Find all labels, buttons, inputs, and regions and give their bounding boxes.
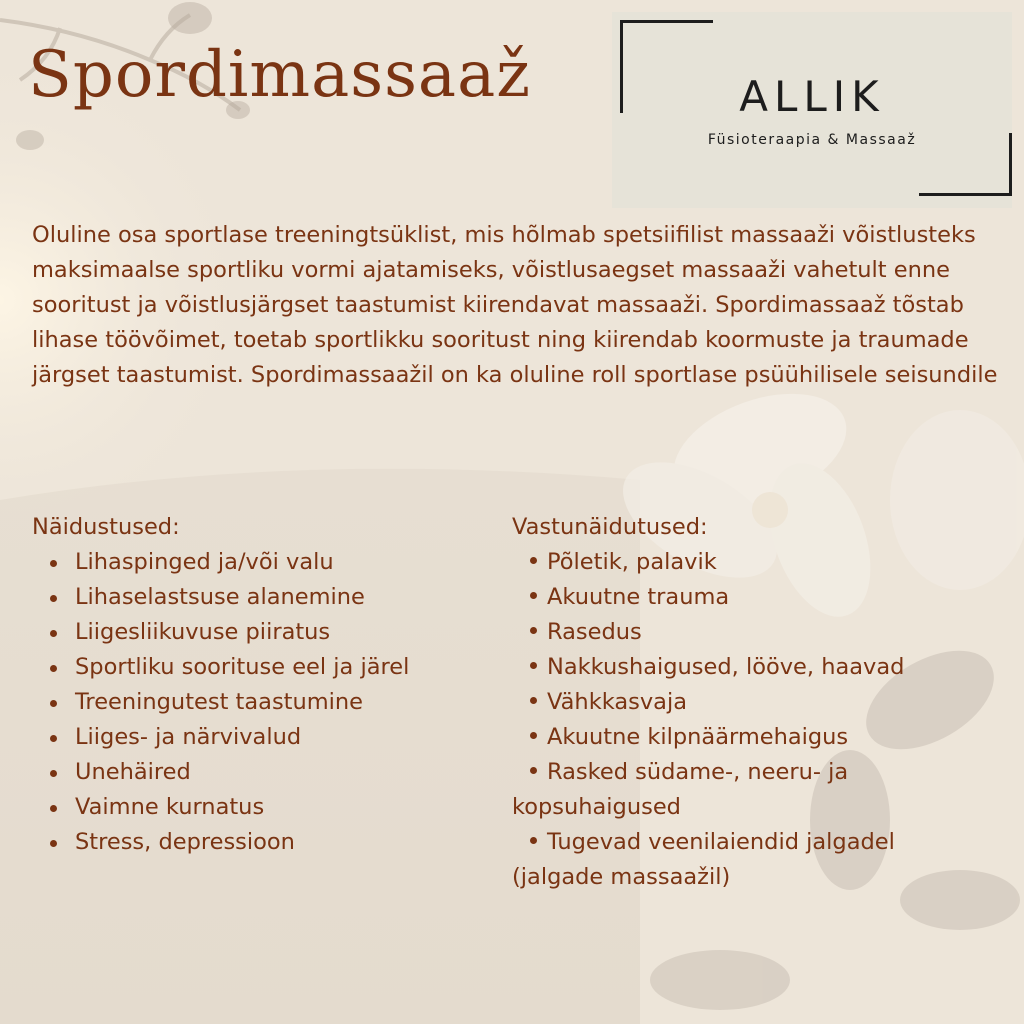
contraindications-list	[512, 545, 992, 895]
list-item: Liiges- ja närvivalud	[32, 720, 512, 755]
list-item-text: Akuutne kilpnäärmehaigus	[547, 724, 849, 750]
list-item	[512, 825, 992, 895]
bullet-icon	[530, 732, 537, 739]
list-item-text: Rasked südame-, neeru- ja kopsuhaigused	[512, 759, 849, 820]
list-item-text: Tugevad veenilaiendid jalgadel (jalgade massaažil)	[512, 829, 895, 890]
bullet-icon	[530, 557, 537, 564]
logo-brand-name: ALLIK	[739, 72, 885, 121]
bullet-icon	[530, 837, 537, 844]
bullet-icon	[530, 767, 537, 774]
bullet-icon	[530, 697, 537, 704]
list-item	[512, 685, 992, 720]
list-item: Stress, depressioon	[32, 825, 512, 860]
indications-section	[32, 510, 512, 860]
list-item-text: Akuutne trauma	[547, 584, 730, 610]
list-item-text: Nakkushaigused, lööve, haavad	[547, 654, 905, 680]
logo-tagline: Füsioteraapia & Massaaž	[707, 132, 917, 148]
list-item: Unehäired	[32, 755, 512, 790]
intro-paragraph: Oluline osa sportlase treeningtsüklist, mis hõlmab spetsiifilist massaaži võistlusteks maksimaalse sportliku vormi ajatamiseks, võistlusaegset massaaži vahetult enne sooritust ja võistlusjärgset taastumist kiirendavat massaaži. Spordimassaaž tõstab lihase töövõimet, toetab sportlikku sooritust ning kiirendab koormuste ja traumade järgset taastumist. Spordimassaažil on ka oluline roll sportlase psüühilisele seisundile	[32, 222, 998, 388]
list-item: Treeningutest taastumine	[32, 685, 512, 720]
bullet-icon	[530, 627, 537, 634]
list-item-text: Vähkkasvaja	[547, 689, 688, 715]
list-item-text: Põletik, palavik	[547, 549, 717, 575]
list-item: Sportliku soorituse eel ja järel	[32, 650, 512, 685]
list-item	[512, 720, 992, 755]
list-item: Lihaselastsuse alanemine	[32, 580, 512, 615]
list-item	[512, 650, 992, 685]
page-title: Spordimassaaž	[28, 38, 531, 112]
list-item-text: Rasedus	[547, 619, 642, 645]
list-item: Vaimne kurnatus	[32, 790, 512, 825]
indications-heading: Näidustused:	[32, 514, 180, 540]
list-item	[512, 580, 992, 615]
brand-logo	[612, 12, 1012, 208]
contraindications-section	[512, 510, 992, 895]
list-item: Liigesliikuvuse piiratus	[32, 615, 512, 650]
bullet-icon	[530, 662, 537, 669]
list-item	[512, 615, 992, 650]
contraindications-heading: Vastunäidutused:	[512, 514, 708, 540]
list-item	[512, 755, 992, 825]
list-item	[512, 545, 992, 580]
indications-list	[32, 545, 512, 860]
bullet-icon	[530, 592, 537, 599]
list-item: Lihaspinged ja/või valu	[32, 545, 512, 580]
